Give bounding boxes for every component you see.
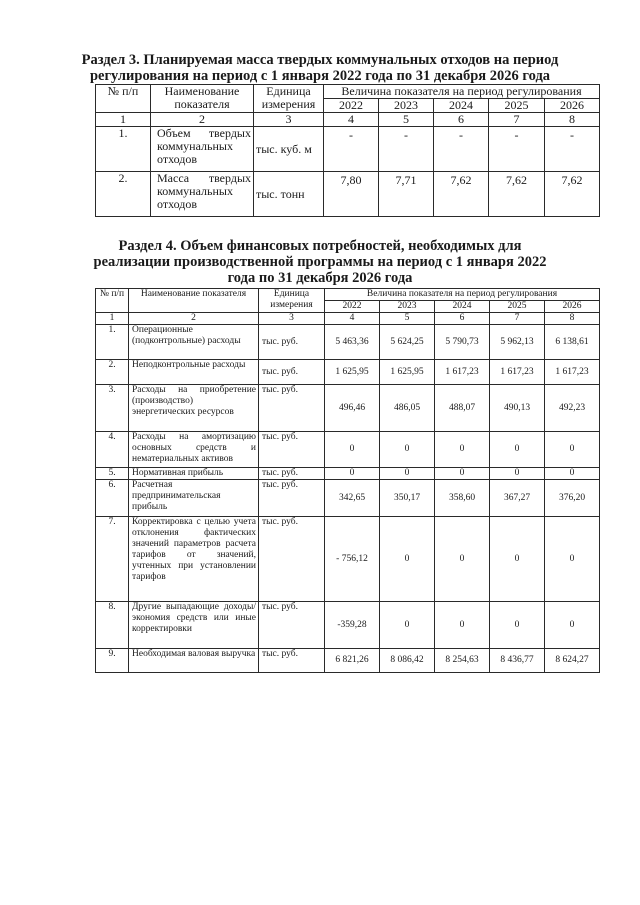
row-unit: тыс. руб.: [259, 517, 325, 602]
row-value: 6 138,61: [545, 325, 600, 360]
row-unit: тыс. тонн: [254, 172, 324, 217]
table-row: [96, 127, 600, 172]
row-value: 0: [435, 602, 490, 649]
table-row: [96, 517, 600, 602]
row-number: 6.: [96, 480, 129, 517]
row-value: 488,07: [435, 385, 490, 432]
row-value: 490,13: [490, 385, 545, 432]
section4-title: [0, 238, 640, 286]
column-number-row: [96, 313, 600, 325]
row-value: -: [324, 127, 379, 172]
column-number-row: [96, 113, 600, 127]
row-value: 358,60: [435, 480, 490, 517]
row-value: 8 436,77: [490, 649, 545, 673]
section3-title-line1: Раздел 3. Планируемая масса твердых коммунальных отходов на период: [81, 52, 559, 68]
header-unit: Единица измерения: [254, 85, 324, 113]
header-value-group: Величина показателя на период регулирования: [325, 289, 600, 301]
header-year: 2025: [489, 99, 545, 113]
column-number: 2: [129, 313, 259, 325]
column-number: 6: [434, 113, 489, 127]
row-value: 0: [380, 432, 435, 468]
header-year: 2022: [324, 99, 379, 113]
table-row: [96, 385, 600, 432]
row-number: 9.: [96, 649, 129, 673]
row-value: 342,65: [325, 480, 380, 517]
row-value: 5 962,13: [490, 325, 545, 360]
row-unit: тыс. руб.: [259, 602, 325, 649]
section4-title-line3: года по 31 декабря 2026 года: [227, 270, 413, 286]
row-value: 492,23: [545, 385, 600, 432]
header-year: 2024: [434, 99, 489, 113]
column-number: 3: [254, 113, 324, 127]
header-year: 2023: [380, 301, 435, 313]
header-num: № п/п: [96, 289, 129, 313]
column-number: 6: [435, 313, 490, 325]
row-value: - 756,12: [325, 517, 380, 602]
header-unit: Единица измерения: [259, 289, 325, 313]
row-value: 7,62: [489, 172, 545, 217]
row-name: Другие выпадающие доходы/экономия средств или иные корректировки: [129, 602, 259, 649]
column-number: 4: [324, 113, 379, 127]
row-value: 376,20: [545, 480, 600, 517]
row-value: 1 625,95: [380, 360, 435, 385]
row-number: 3.: [96, 385, 129, 432]
row-value: 486,05: [380, 385, 435, 432]
section4-table: [95, 288, 600, 673]
table-row: [96, 432, 600, 468]
row-unit: тыс. руб.: [259, 360, 325, 385]
row-value: 0: [545, 468, 600, 480]
column-number: 1: [96, 313, 129, 325]
table-row: [96, 172, 600, 217]
row-value: 0: [545, 432, 600, 468]
table-row: [96, 325, 600, 360]
row-value: 8 624,27: [545, 649, 600, 673]
row-value: 0: [490, 468, 545, 480]
table-row: [96, 602, 600, 649]
row-number: 1.: [96, 325, 129, 360]
row-value: -: [434, 127, 489, 172]
row-number: 2.: [96, 172, 151, 217]
row-value: 0: [380, 602, 435, 649]
section3-title-line2: регулирования на период с 1 января 2022 года по 31 декабря 2026 года: [89, 68, 551, 84]
column-number: 3: [259, 313, 325, 325]
row-value: 496,46: [325, 385, 380, 432]
row-value: 0: [435, 517, 490, 602]
row-value: 0: [435, 432, 490, 468]
column-number: 5: [380, 313, 435, 325]
header-year: 2026: [545, 301, 600, 313]
row-unit: тыс. руб.: [259, 325, 325, 360]
header-year: 2026: [545, 99, 600, 113]
row-unit: тыс. руб.: [259, 385, 325, 432]
header-name: Наименование показателя: [151, 85, 254, 113]
row-value: -359,28: [325, 602, 380, 649]
row-name: Расходы на амортизацию основных средств и нематериальных активов: [129, 432, 259, 468]
row-value: 7,80: [324, 172, 379, 217]
row-value: 350,17: [380, 480, 435, 517]
row-value: 1 617,23: [435, 360, 490, 385]
row-value: -: [489, 127, 545, 172]
header-name: Наименование показателя: [129, 289, 259, 313]
row-value: -: [545, 127, 600, 172]
row-value: 7,71: [379, 172, 434, 217]
row-number: 1.: [96, 127, 151, 172]
section3-table: [95, 84, 600, 217]
header-year: 2023: [379, 99, 434, 113]
column-number: 7: [489, 113, 545, 127]
row-unit: тыс. руб.: [259, 480, 325, 517]
row-name: Операционные (подконтрольные) расходы: [129, 325, 259, 360]
header-year: 2022: [325, 301, 380, 313]
column-number: 2: [151, 113, 254, 127]
column-number: 5: [379, 113, 434, 127]
row-value: 0: [380, 517, 435, 602]
row-value: 367,27: [490, 480, 545, 517]
row-value: 0: [325, 468, 380, 480]
row-name: Необходимая валовая выручка: [129, 649, 259, 673]
row-name: Неподконтрольные расходы: [129, 360, 259, 385]
row-value: 8 086,42: [380, 649, 435, 673]
row-value: 0: [490, 602, 545, 649]
row-unit: тыс. руб.: [259, 432, 325, 468]
row-value: 7,62: [545, 172, 600, 217]
section4-title-line2: реализации производственной программы на период с 1 января 2022: [93, 254, 547, 270]
row-value: 5 463,36: [325, 325, 380, 360]
row-value: 5 790,73: [435, 325, 490, 360]
header-value-group: Величина показателя на период регулирования: [324, 85, 600, 99]
column-number: 8: [545, 113, 600, 127]
row-name: Расчетная предпринимательская прибыль: [129, 480, 259, 517]
row-number: 4.: [96, 432, 129, 468]
column-number: 7: [490, 313, 545, 325]
column-number: 8: [545, 313, 600, 325]
row-name: Расходы на приобретение (производство) энергетических ресурсов: [129, 385, 259, 432]
row-unit: тыс. руб.: [259, 468, 325, 480]
table-row: [96, 649, 600, 673]
row-value: 0: [545, 602, 600, 649]
row-name: Масса твердых коммунальных отходов: [151, 172, 254, 217]
row-name: Корректировка с целью учета отклонения фактических значений параметров расчета тарифов от значений, учтенных при установлении тарифов: [129, 517, 259, 602]
row-value: 0: [380, 468, 435, 480]
section4-title-line1: Раздел 4. Объем финансовых потребностей, необходимых для: [118, 238, 522, 254]
row-unit: тыс. куб. м: [254, 127, 324, 172]
header-num: № п/п: [96, 85, 151, 113]
row-value: 6 821,26: [325, 649, 380, 673]
row-value: 1 617,23: [490, 360, 545, 385]
section3-title: [0, 52, 640, 84]
row-value: 1 617,23: [545, 360, 600, 385]
header-year: 2025: [490, 301, 545, 313]
row-value: 5 624,25: [380, 325, 435, 360]
row-value: 0: [490, 517, 545, 602]
row-unit: тыс. руб.: [259, 649, 325, 673]
row-name: Объем твердых коммунальных отходов: [151, 127, 254, 172]
row-number: 5.: [96, 468, 129, 480]
row-value: 1 625,95: [325, 360, 380, 385]
row-number: 8.: [96, 602, 129, 649]
row-number: 2.: [96, 360, 129, 385]
table-row: [96, 360, 600, 385]
row-value: 8 254,63: [435, 649, 490, 673]
row-value: 0: [325, 432, 380, 468]
row-value: 0: [490, 432, 545, 468]
row-number: 7.: [96, 517, 129, 602]
row-name: Нормативная прибыль: [129, 468, 259, 480]
row-value: 0: [435, 468, 490, 480]
column-number: 1: [96, 113, 151, 127]
header-year: 2024: [435, 301, 490, 313]
row-value: 7,62: [434, 172, 489, 217]
column-number: 4: [325, 313, 380, 325]
row-value: 0: [545, 517, 600, 602]
row-value: -: [379, 127, 434, 172]
table-row: [96, 468, 600, 480]
table-row: [96, 480, 600, 517]
